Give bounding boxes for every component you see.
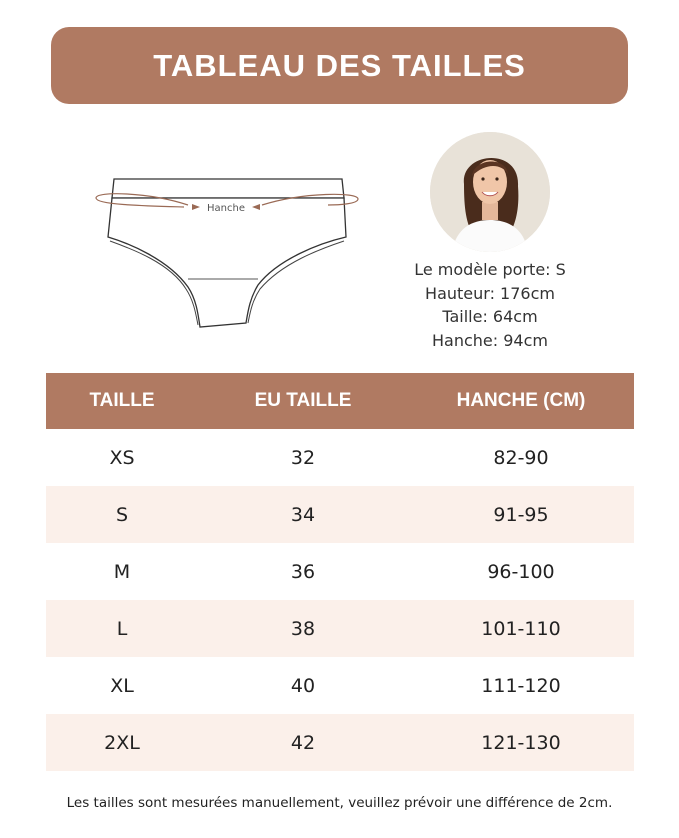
header-eu-size: EU TAILLE xyxy=(198,373,408,429)
briefs-outline-illustration xyxy=(88,165,368,345)
table-row xyxy=(46,657,634,714)
cell-eu-size: 38 xyxy=(198,600,408,657)
cell-size: XL xyxy=(110,674,134,697)
table-header-row xyxy=(46,373,634,429)
cell-size: 2XL xyxy=(46,714,198,771)
model-waist: Taille: 64cm xyxy=(442,307,538,326)
model-avatar xyxy=(430,132,550,252)
cell-size: S xyxy=(46,486,198,543)
table-row xyxy=(46,429,634,486)
cell-eu-size: 32 xyxy=(290,446,316,469)
model-hip: Hanche: 94cm xyxy=(432,330,548,350)
hip-measure-label: Hanche xyxy=(207,203,245,214)
header-hip-cm: HANCHE (CM) xyxy=(408,373,634,429)
cell-hip: 111-120 xyxy=(481,674,561,697)
title-banner xyxy=(51,27,628,104)
header-size: TAILLE xyxy=(46,373,198,429)
table-row xyxy=(46,486,634,543)
cell-size: L xyxy=(46,600,198,657)
model-info xyxy=(385,258,595,352)
page-title: TABLEAU DES TAILLES xyxy=(153,47,526,83)
cell-size: XS xyxy=(109,446,135,469)
cell-hip: 96-100 xyxy=(487,560,555,583)
footnote: Les tailles sont mesurées manuellement, veuillez prévoir une différence de 2cm. xyxy=(66,795,613,811)
table-row xyxy=(46,543,634,600)
cell-hip: 82-90 xyxy=(493,446,549,469)
cell-eu-size: 40 xyxy=(290,674,316,697)
cell-eu-size: 34 xyxy=(198,486,408,543)
cell-eu-size: 36 xyxy=(290,560,316,583)
cell-size: M xyxy=(113,560,131,583)
model-height: Hauteur: 176cm xyxy=(425,283,555,303)
table-row xyxy=(46,714,634,771)
cell-hip: 101-110 xyxy=(408,600,634,657)
cell-hip: 121-130 xyxy=(408,714,634,771)
cell-hip: 91-95 xyxy=(408,486,634,543)
table-row xyxy=(46,600,634,657)
model-size-worn: Le modèle porte: S xyxy=(414,260,566,279)
briefs-diagram xyxy=(88,165,368,345)
cell-eu-size: 42 xyxy=(198,714,408,771)
size-table xyxy=(46,373,634,771)
